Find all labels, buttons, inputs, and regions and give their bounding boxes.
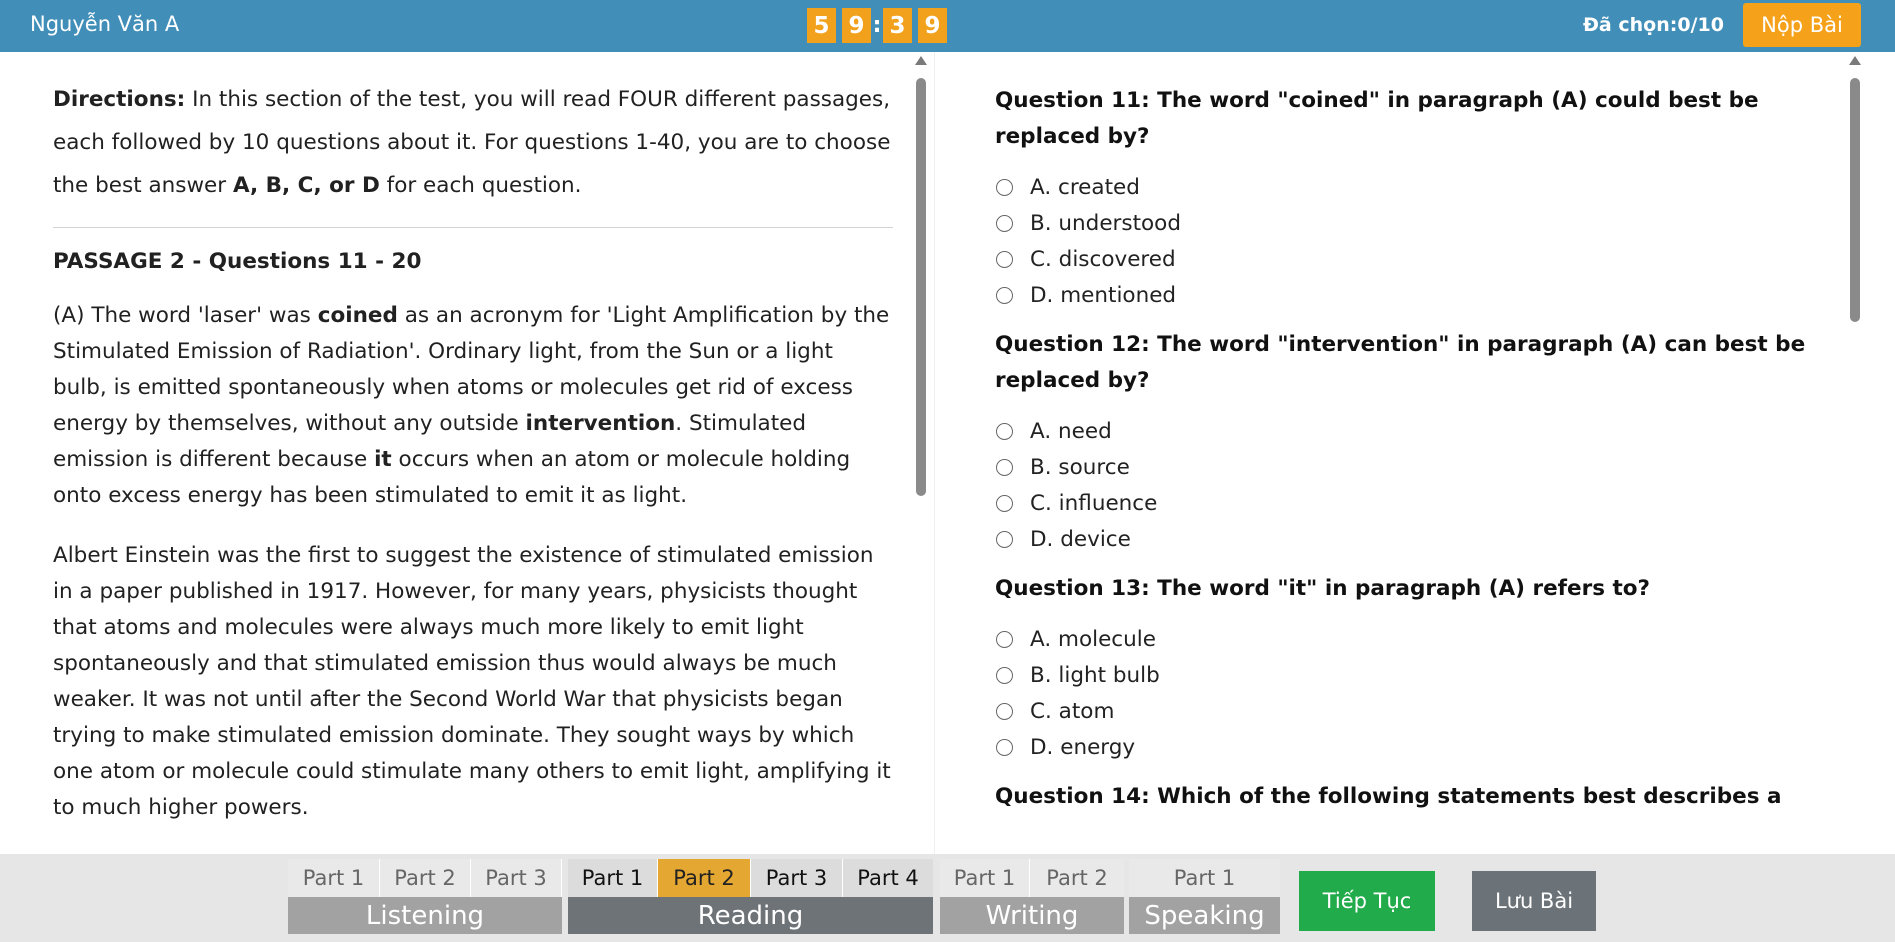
option-label: C. discovered: [1030, 246, 1176, 272]
directions-label: Directions:: [53, 87, 186, 112]
radio-button[interactable]: [996, 739, 1013, 756]
radio-button[interactable]: [996, 495, 1013, 512]
save-button[interactable]: Lưu Bài: [1472, 871, 1596, 931]
option-label: B. light bulb: [1030, 662, 1160, 688]
part-tabs: [1129, 859, 1280, 897]
question-list: [995, 83, 1815, 829]
paragraph-b: Albert Einstein was the first to suggest the existence of stimulated emission in a paper published in 1917. However, for many years, physicists thought that atoms and molecules were always much more likely to emit light spontaneously and that stimulated emission thus would always be much weaker. It was not until after the Second World War that physicists began trying to make stimulated emission dominate. They sought ways by which one atom or molecule could stimulate many others to emit light, amplifying it to much higher powers.: [53, 543, 891, 820]
option-12-a[interactable]: [995, 413, 1815, 449]
reading-skill-block: [568, 859, 933, 934]
directions-text-end: for each question.: [379, 173, 582, 198]
passage-scroll-thumb[interactable]: [916, 78, 926, 496]
paragraph-text: occurs when an atom or molecule holding onto excess energy has been stimulated to emit it as light.: [53, 447, 851, 508]
option-label: D. energy: [1030, 734, 1136, 760]
radio-button[interactable]: [996, 179, 1013, 196]
highlight-word-coined: coined: [317, 303, 398, 328]
scroll-up-arrow-icon[interactable]: [915, 56, 927, 65]
part-tabs: [288, 859, 562, 897]
option-label: A. molecule: [1030, 626, 1156, 652]
question-12: [995, 327, 1815, 557]
tab-listening-part-3[interactable]: Part 3: [471, 859, 562, 897]
option-label: B. understood: [1030, 210, 1181, 236]
question-11: [995, 83, 1815, 313]
continue-button[interactable]: Tiếp Tục: [1299, 871, 1435, 931]
skill-navigation-bar: [0, 854, 1895, 942]
part-tabs: [568, 859, 933, 897]
skill-group-writing: [940, 859, 1124, 934]
paragraph-a: [53, 298, 893, 514]
option-label: D. device: [1030, 526, 1131, 552]
option-label: A. created: [1030, 174, 1140, 200]
part-tabs: [940, 859, 1124, 897]
highlight-word-it: it: [374, 447, 392, 472]
selected-count: Đã chọn:0/10: [1583, 14, 1724, 36]
tab-reading-part-1[interactable]: Part 1: [568, 859, 658, 897]
radio-button[interactable]: [996, 215, 1013, 232]
questions-scrollbar[interactable]: [1848, 52, 1862, 854]
top-header: [0, 0, 1895, 52]
skill-group-listening: [288, 859, 562, 934]
paragraph-text: as an acronym for 'Light Amplification by the Stimulated Emission of Radiation'. Ordinary light, from the Sun or a light bulb, is emitted spontaneously when atoms or molecules get rid of excess energy by themselves, without any outside: [53, 303, 890, 436]
skill-writing[interactable]: Writing: [940, 897, 1124, 934]
tab-speaking-part-1[interactable]: Part 1: [1129, 859, 1280, 897]
user-name: Nguyễn Văn A: [30, 12, 180, 36]
tab-writing-part-1[interactable]: Part 1: [940, 859, 1030, 897]
question-title: Question 14: Which of the following statements best describes a: [995, 784, 1782, 809]
tab-listening-part-2[interactable]: Part 2: [380, 859, 471, 897]
tab-reading-part-2[interactable]: Part 2: [658, 859, 751, 897]
question-14: [995, 779, 1815, 815]
option-12-c[interactable]: [995, 485, 1815, 521]
option-13-b[interactable]: [995, 657, 1815, 693]
submit-button[interactable]: Nộp Bài: [1743, 3, 1861, 47]
question-13: [995, 571, 1815, 765]
passage-title: PASSAGE 2 - Questions 11 - 20: [53, 249, 422, 274]
option-label: C. atom: [1030, 698, 1115, 724]
timer-digit: 3: [883, 8, 912, 43]
option-11-c[interactable]: [995, 241, 1815, 277]
timer-digit: 5: [807, 8, 836, 43]
directions-text: In this section of the test, you will read FOUR different passages, each followed by 10 questions about it. For questions 1-40, you are to choose the best answer: [53, 87, 891, 198]
option-label: D. mentioned: [1030, 282, 1177, 308]
paragraph-text: The word 'laser' was: [84, 303, 318, 328]
tab-writing-part-2[interactable]: Part 2: [1030, 859, 1124, 897]
option-label: C. influence: [1030, 490, 1158, 516]
timer-digit: 9: [842, 8, 871, 43]
question-title: Question 11: The word "coined" in paragraph (A) could best be replaced by?: [995, 88, 1759, 149]
skill-reading[interactable]: Reading: [568, 897, 933, 934]
divider: [53, 227, 893, 228]
radio-button[interactable]: [996, 667, 1013, 684]
radio-button[interactable]: [996, 459, 1013, 476]
directions: [53, 78, 893, 207]
timer-separator: :: [872, 13, 882, 38]
radio-button[interactable]: [996, 251, 1013, 268]
option-13-a[interactable]: [995, 621, 1815, 657]
tab-reading-part-4[interactable]: Part 4: [843, 859, 933, 897]
question-title: Question 13: The word "it" in paragraph (A) refers to?: [995, 576, 1651, 601]
tab-reading-part-3[interactable]: Part 3: [751, 859, 843, 897]
timer-digit: 9: [918, 8, 947, 43]
option-12-b[interactable]: [995, 449, 1815, 485]
directions-answer-choices: A, B, C, or D: [232, 173, 380, 198]
tab-listening-part-1[interactable]: Part 1: [288, 859, 380, 897]
countdown-timer: [807, 8, 947, 43]
scroll-up-arrow-icon[interactable]: [1849, 56, 1861, 65]
radio-button[interactable]: [996, 423, 1013, 440]
skill-speaking[interactable]: Speaking: [1129, 897, 1280, 934]
skill-group-speaking: [1129, 859, 1280, 934]
option-13-d[interactable]: [995, 729, 1815, 765]
passage-scrollbar[interactable]: [914, 52, 928, 854]
skill-listening[interactable]: Listening: [288, 897, 562, 934]
paragraph-label: (A): [53, 303, 85, 328]
radio-button[interactable]: [996, 703, 1013, 720]
option-12-d[interactable]: [995, 521, 1815, 557]
option-11-a[interactable]: [995, 169, 1815, 205]
option-11-d[interactable]: [995, 277, 1815, 313]
passage-content: [53, 78, 893, 850]
paragraph-text: . Stimulated emission is different because: [53, 411, 807, 472]
radio-button[interactable]: [996, 631, 1013, 648]
option-label: A. need: [1030, 418, 1112, 444]
question-title: Question 12: The word "intervention" in paragraph (A) can best be replaced by?: [995, 332, 1806, 393]
questions-pane: [934, 52, 1895, 854]
highlight-word-intervention: intervention: [525, 411, 676, 436]
radio-button[interactable]: [996, 531, 1013, 548]
option-label: B. source: [1030, 454, 1130, 480]
passage-pane: [0, 52, 934, 854]
option-13-c[interactable]: [995, 693, 1815, 729]
option-11-b[interactable]: [995, 205, 1815, 241]
radio-button[interactable]: [996, 287, 1013, 304]
questions-scroll-thumb[interactable]: [1850, 78, 1860, 322]
